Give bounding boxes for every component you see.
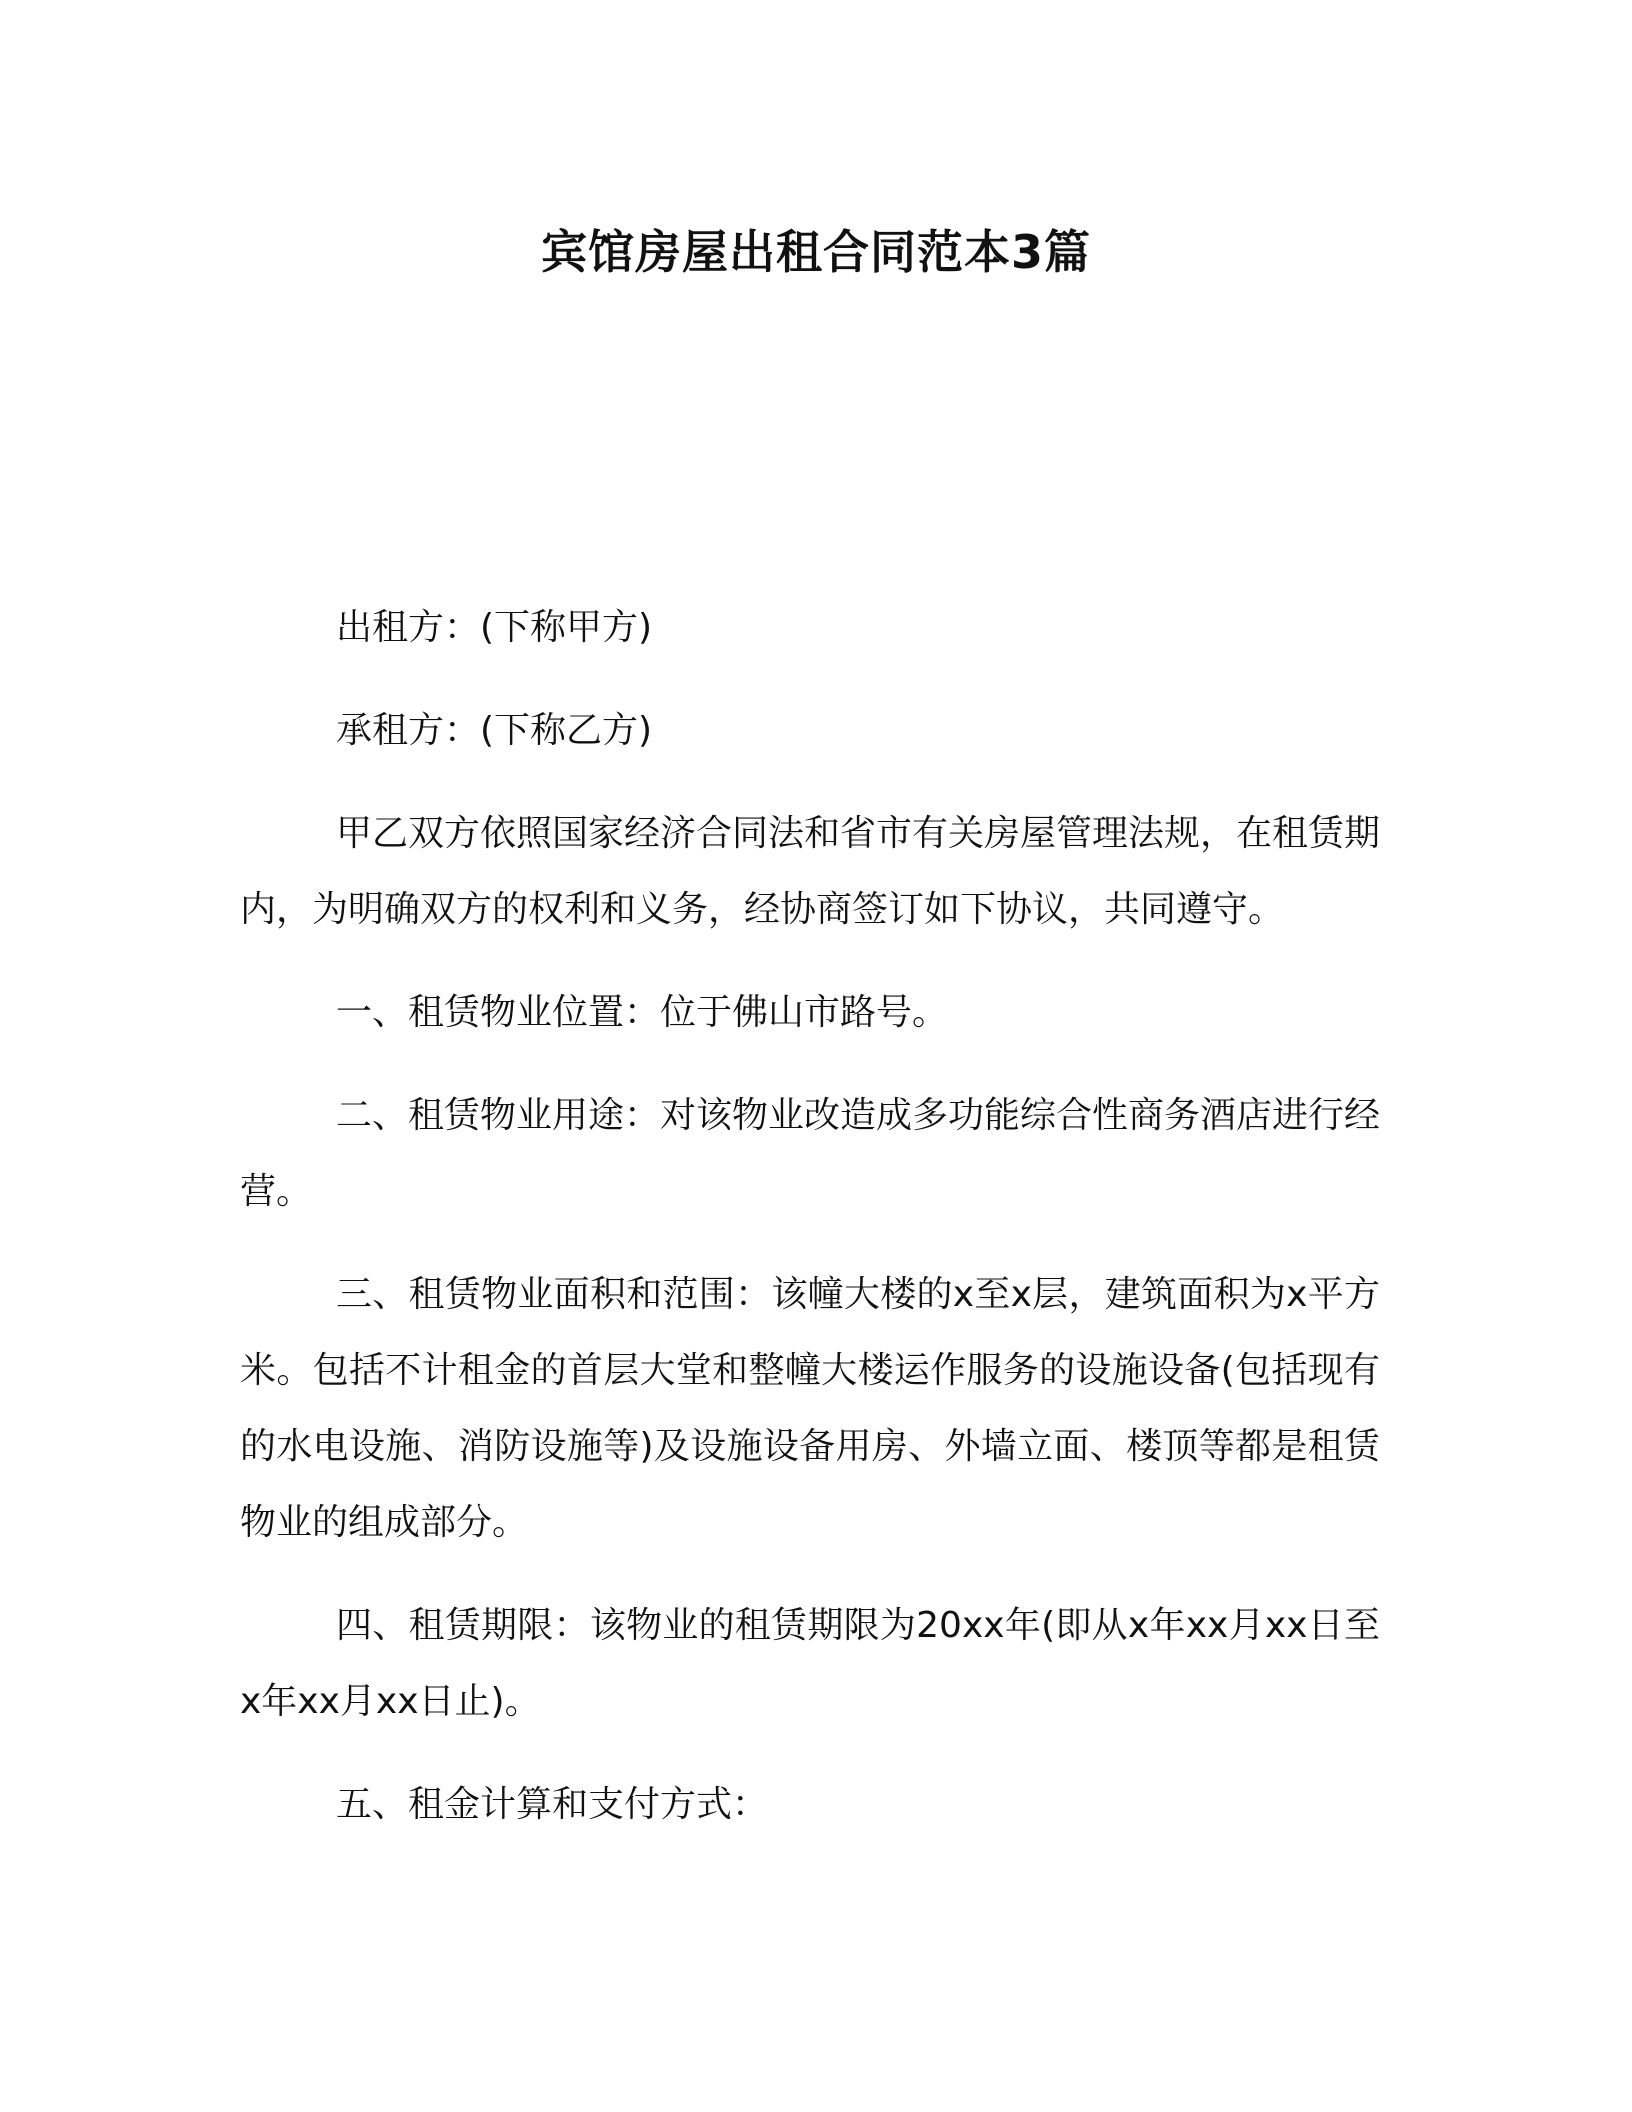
paragraph-lessor: 出租方：(下称甲方) bbox=[336, 607, 653, 648]
paragraph-clause-3: 三、租赁物业面积和范围：该幢大楼的x至x层，建筑面积为x平方米。包括不计租金的首层大堂和整幢大楼运作服务的设施设备(包括现有的水电设施、消防设施等)及设施设备用房、外墙立面、楼顶等都是租赁物业的组成部分。 bbox=[240, 1274, 1380, 1543]
paragraph-clause-1: 一、租赁物业位置：位于佛山市路号。 bbox=[336, 992, 949, 1033]
paragraph-preamble: 甲乙双方依照国家经济合同法和省市有关房屋管理法规，在租赁期内，为明确双方的权利和义务，经协商签订如下协议，共同遵守。 bbox=[240, 813, 1381, 930]
document-title: 宾馆房屋出租合同范本3篇 bbox=[540, 225, 1091, 279]
paragraph-clause-4: 四、租赁期限：该物业的租赁期限为20xx年(即从x年xx月xx日至x年xx月xx日止)。 bbox=[240, 1605, 1380, 1722]
paragraph-lessee: 承租方：(下称乙方) bbox=[336, 710, 653, 751]
paragraph-clause-2: 二、租赁物业用途：对该物业改造成多功能综合性商务酒店进行经营。 bbox=[240, 1095, 1381, 1212]
document-body bbox=[240, 590, 1380, 1870]
paragraph-clause-5: 五、租金计算和支付方式： bbox=[336, 1784, 769, 1825]
